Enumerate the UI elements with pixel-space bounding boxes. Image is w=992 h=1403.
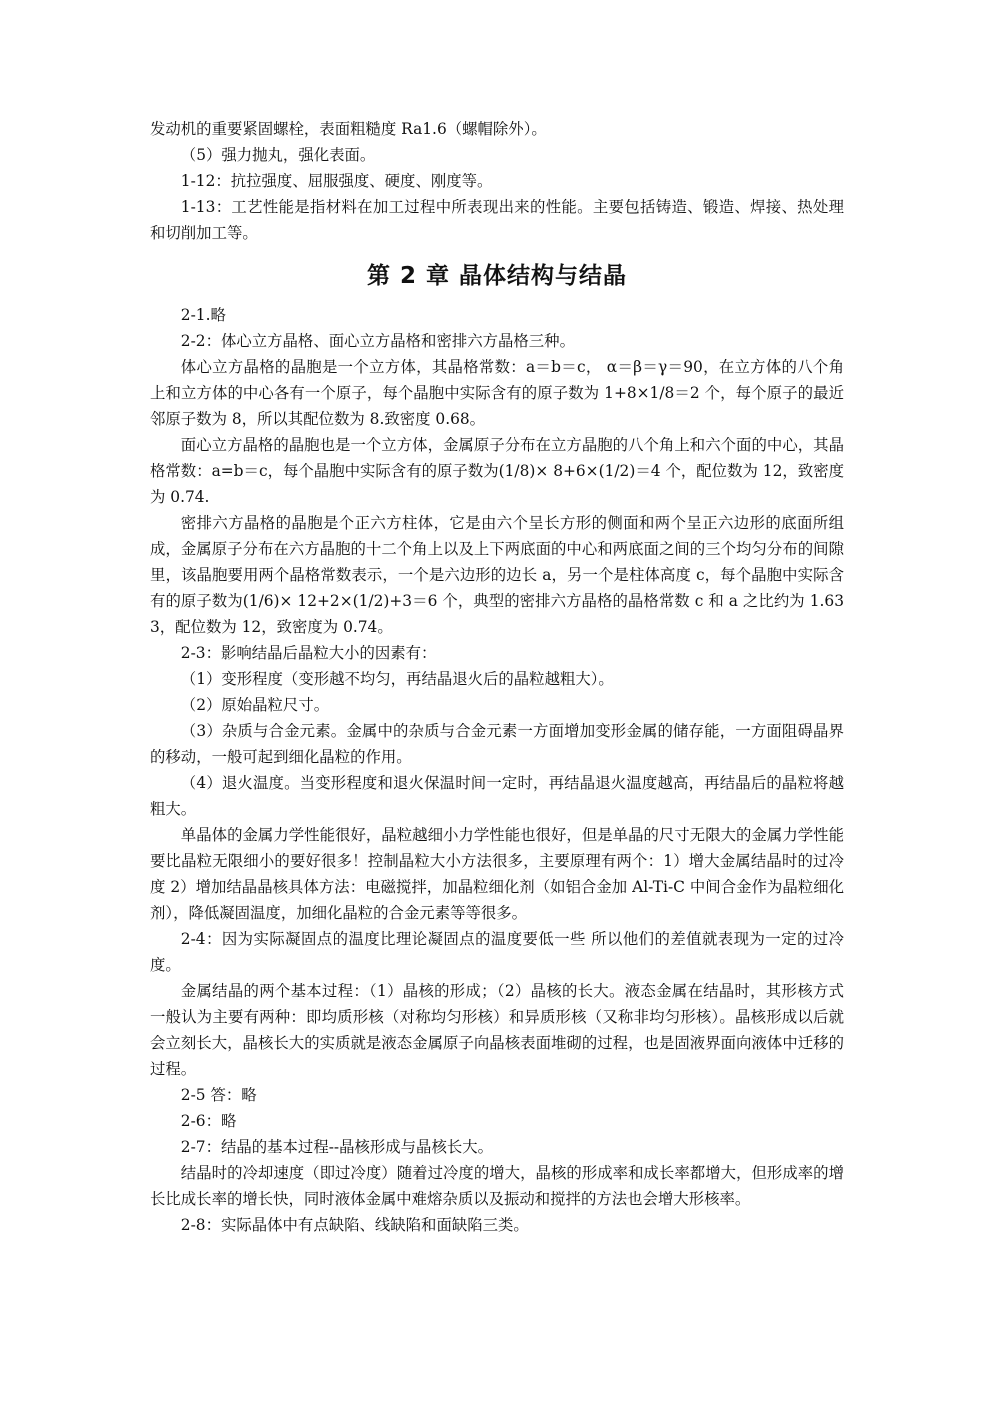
list-item: （2）原始晶粒尺寸。 — [180, 696, 330, 714]
answer-paragraph: 2-3：影响结晶后晶粒大小的因素有： — [180, 644, 437, 662]
answer-paragraph: 2-4：因为实际凝固点的温度比理论凝固点的温度要低一些 所以他们的差值就表现为一定的过冷度。 — [150, 930, 844, 974]
list-item: （4）退火温度。当变形程度和退火保温时间一定时，再结晶退火温度越高，再结晶后的晶粒将越粗大。 — [150, 774, 844, 818]
list-item: （3）杂质与合金元素。金属中的杂质与合金元素一方面增加变形金属的储存能，一方面阻碍晶界的移动，一般可起到细化晶粒的作用。 — [150, 722, 844, 766]
answer-paragraph: 2-7：结晶的基本过程--晶核形成与晶核长大。 — [180, 1138, 494, 1156]
body-paragraph: 金属结晶的两个基本过程：（1）晶核的形成；（2）晶核的长大。液态金属在结晶时，其形核方式一般认为主要有两种：即均质形核（对称均匀形核）和异质形核（又称非均匀形核）。晶核形成以后就会立刻长大，晶核长大的实质就是液态金属原子向晶核表面堆砌的过程，也是固液界面向液体中迁移的过程。 — [150, 982, 844, 1078]
body-paragraph: 面心立方晶格的晶胞也是一个立方体，金属原子分布在立方晶胞的八个角上和六个面的中心，其晶格常数：a=b＝c，每个晶胞中实际含有的原子数为(1/8)× 8+6×(1/2)＝4 个，配位数为 12，致密度为 0.74. — [150, 436, 844, 506]
answer-paragraph: 2-2：体心立方晶格、面心立方晶格和密排六方晶格三种。 — [180, 332, 575, 350]
body-paragraph: 结晶时的冷却速度（即过冷度）随着过冷度的增大，晶核的形成率和成长率都增大，但形成率的增长比成长率的增长快，同时液体金属中难熔杂质以及振动和搅拌的方法也会增大形核率。 — [150, 1164, 844, 1208]
list-item: （1）变形程度（变形越不均匀，再结晶退火后的晶粒越粗大）。 — [180, 670, 614, 688]
answer-paragraph: 2-1.略 — [180, 306, 226, 324]
text-line: 发动机的重要紧固螺栓，表面粗糙度 Ra1.6（螺帽除外）。 — [150, 120, 547, 138]
document-page — [150, 116, 844, 1238]
body-paragraph: 体心立方晶格的晶胞是一个立方体，其晶格常数：a＝b＝c， α＝β＝γ＝90，在立方体的八个角上和立方体的中心各有一个原子，每个晶胞中实际含有的原子数为 1+8×1/8＝2 个，每个原子的最近邻原子数为 8，所以其配位数为 8.致密度 0.68。 — [150, 358, 844, 428]
body-paragraph: 密排六方晶格的晶胞是个正六方柱体，它是由六个呈长方形的侧面和两个呈正六边形的底面所组成，金属原子分布在六方晶胞的十二个角上以及上下两底面的中心和两底面之间的三个均匀分布的间隙里，该晶胞要用两个晶格常数表示，一个是六边形的边长 a，另一个是柱体高度 c，每个晶胞中实际含有的原子数为(1/6)× 12+2×(1/2)+3＝6 个，典型的密排六方晶格的晶格常数 c 和 a 之比约为 1.633，配位数为 12，致密度为 0.74。 — [150, 514, 844, 636]
answer-paragraph: 1-12：抗拉强度、屈服强度、硬度、刚度等。 — [180, 172, 493, 190]
list-item: （5）强力抛丸，强化表面。 — [180, 146, 376, 164]
answer-paragraph: 1-13：工艺性能是指材料在加工过程中所表现出来的性能。主要包括铸造、锻造、焊接、热处理和切削加工等。 — [150, 198, 844, 242]
answer-paragraph: 2-8：实际晶体中有点缺陷、线缺陷和面缺陷三类。 — [180, 1216, 529, 1234]
body-paragraph: 单晶体的金属力学性能很好，晶粒越细小力学性能也很好，但是单晶的尺寸无限大的金属力学性能要比晶粒无限细小的要好很多！控制晶粒大小方法很多，主要原理有两个：1）增大金属结晶时的过冷度 2）增加结晶晶核具体方法：电磁搅拌，加晶粒细化剂（如铝合金加 Al-Ti-C 中间合金作为晶粒细化剂），降低凝固温度，加细化晶粒的合金元素等等很多。 — [150, 826, 844, 922]
answer-paragraph: 2-6：略 — [180, 1112, 237, 1130]
answer-paragraph: 2-5 答：略 — [180, 1086, 257, 1104]
chapter-title: 第 2 章 晶体结构与结晶 — [366, 263, 628, 289]
